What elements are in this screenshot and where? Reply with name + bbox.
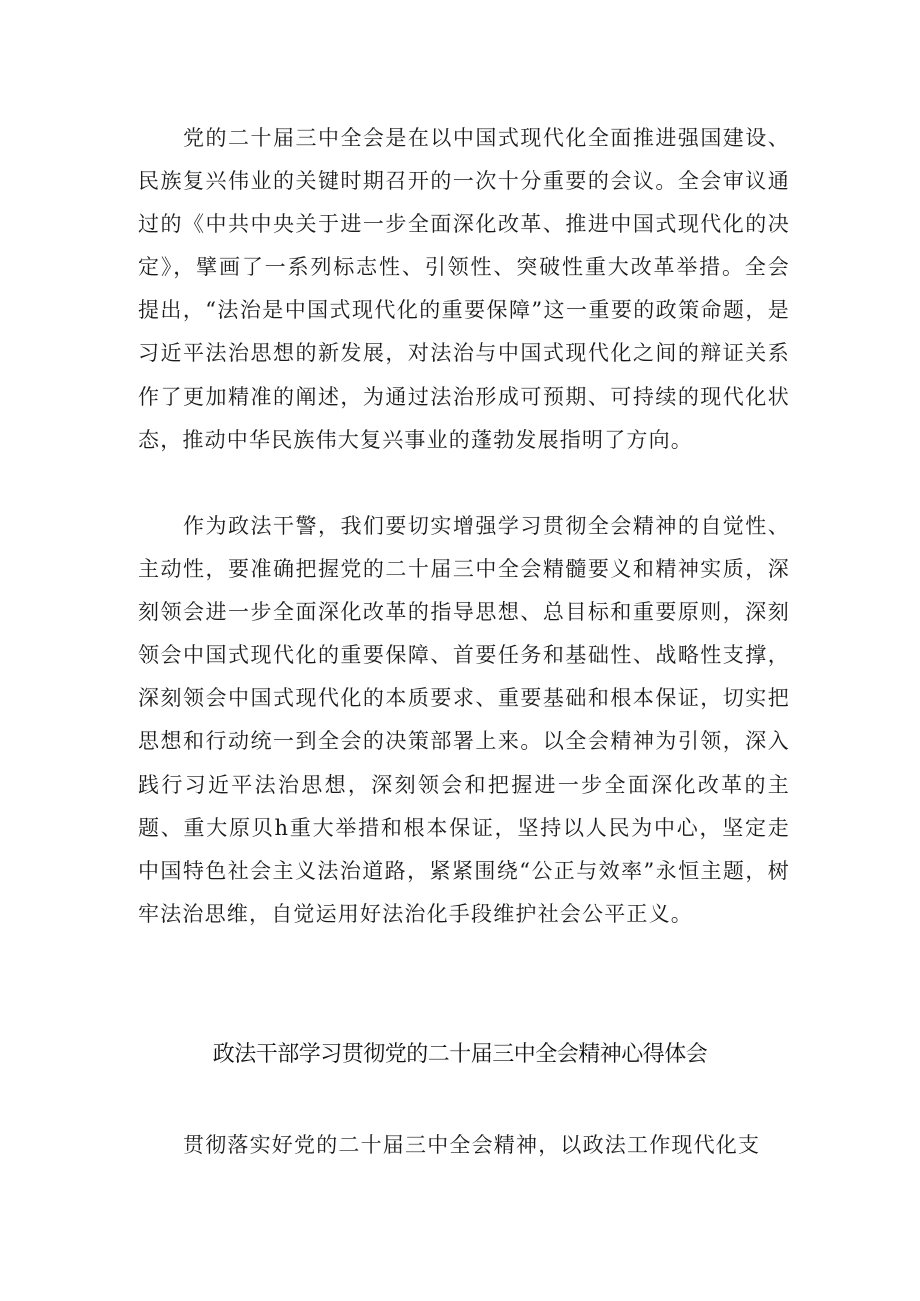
- section-heading: 政法干部学习贯彻党的二十届三中全会精神心得体会: [212, 1042, 708, 1067]
- body-paragraph-3: 贯彻落实好党的二十届三中全会精神，以政法工作现代化支: [183, 1133, 761, 1157]
- body-paragraph-1: 党的二十届三中全会是在以中国式现代化全面推进强国建设、民族复兴伟业的关键时期召开的一次十分重要的会议。全会审议通过的《中共中央关于进一步全面深化改革、推进中国式现代化的决定》，擘画了一系列标志性、引领性、突破性重大改革举措。全会提出，“法治是中国式现代化的重要保障”这一重要的政策命题，是习近平法治思想的新发展，对法治与中国式现代化之间的辩证关系作了更加精准的阐述，为通过法治形成可预期、可持续的现代化状态，推动中华民族伟大复兴事业的蓬勃发展指明了方向。: [138, 126, 790, 452]
- body-paragraph-2: 作为政法干警，我们要切实增强学习贯彻全会精神的自觉性、主动性，要准确把握党的二十届三中全会精髓要义和精神实质，深刻领会进一步全面深化改革的指导思想、总目标和重要原则，深刻领会中国式现代化的重要保障、首要任务和基础性、战略性支撑，深刻领会中国式现代化的本质要求、重要基础和根本保证，切实把思想和行动统一到全会的决策部署上来。以全会精神为引领，深入践行习近平法治思想，深刻领会和把握进一步全面深化改革的主题、重大原贝h重大举措和根本保证，坚持以人民为中心，坚定走中国特色社会主义法治道路，紧紧围绕“公正与效率”永恒主题，树牢法治思维，自觉运用好法治化手段维护社会公平正义。: [138, 514, 790, 926]
